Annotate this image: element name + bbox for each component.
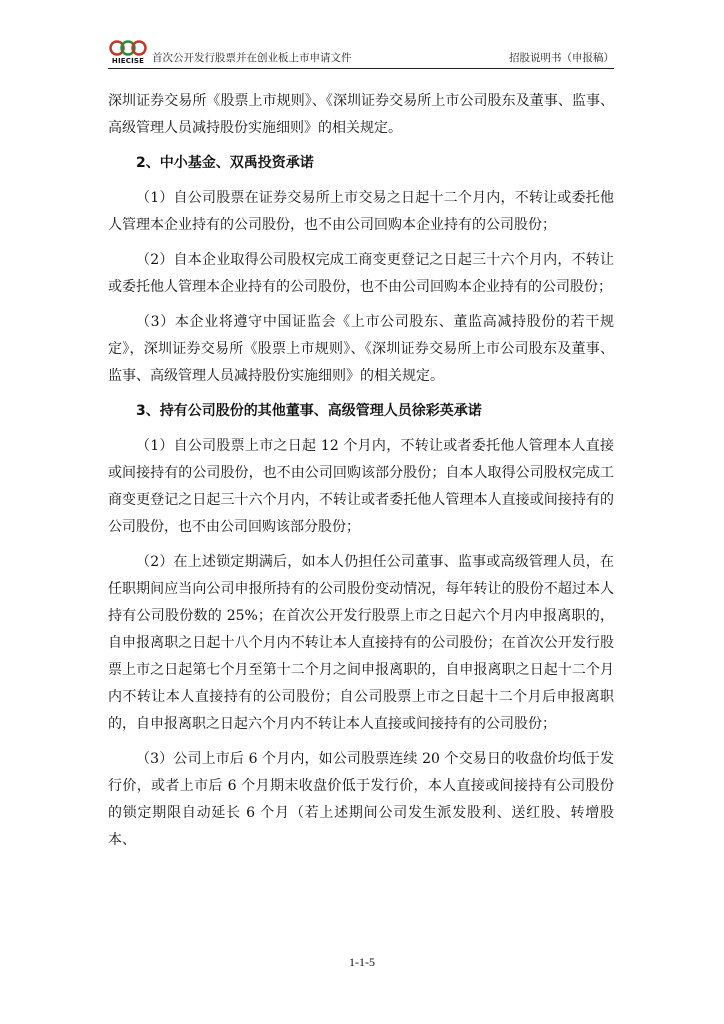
- page-header: [108, 40, 614, 69]
- paragraph-2-3: （3）本企业将遵守中国证监会《上市公司股东、董监高减持股份的若干规定》，深圳证券交易所《股票上市规则》、《深圳证券交易所上市公司股东及董事、监事、高级管理人员减持股份实施细则》的相关规定。: [108, 314, 614, 384]
- logo-text: HIECISE: [111, 57, 145, 65]
- header-document-type: 招股说明书（申报稿）: [509, 52, 614, 64]
- paragraph-3-2: （2）在上述锁定期满后，如本人仍担任公司董事、监事或高级管理人员，在任职期间应当向公司申报所持有的公司股份变动情况，每年转让的股份不超过本人持有公司股份数的 25%；在首次公开发行股票上市之日起六个月内申报离职的，自申报离职之日起十八个月内不转让本人直接持有的公司股份；在首次公开发行股票上市之日起第七个月至第十二个月之间申报离职的，自申报离职之日起十二个月内不转让本人直接持有的公司股份；自公司股票上市之日起十二个月后申报离职的，自申报离职之日起六个月内不转让本人直接或间接持有的公司股份；: [108, 554, 614, 732]
- header-document-title: 首次公开发行股票并在创业板上市申请文件: [152, 52, 352, 64]
- paragraph-3-3: （3）公司上市后 6 个月内，如公司股票连续 20 个交易日的收盘价均低于发行价，或者上市后 6 个月期末收盘价低于发行价，本人直接或间接持有公司股份的锁定期限自动延长 6 个月（若上述期间公司发生派发股利、送红股、转增股本、: [108, 751, 614, 848]
- page-number: 1-1-5: [349, 955, 375, 969]
- company-logo: [108, 40, 148, 68]
- logo-rings-icon: [108, 40, 148, 58]
- paragraph-2-1: （1）自公司股票在证券交易所上市交易之日起十二个月内，不转让或委托他人管理本企业持有的公司股份，也不由公司回购本企业持有的公司股份；: [108, 190, 614, 233]
- document-body: [108, 88, 614, 854]
- section-heading-2: 2、中小基金、双禹投资承诺: [136, 155, 314, 171]
- paragraph-2-2: （2）自本企业取得公司股权完成工商变更登记之日起三十六个月内，不转让或委托他人管理本企业持有的公司股份，也不由公司回购本企业持有的公司股份；: [108, 252, 614, 295]
- paragraph-3-1: （1）自公司股票上市之日起 12 个月内，不转让或者委托他人管理本人直接或间接持有的公司股份，也不由公司回购该部分股份；自本人取得公司股权完成工商变更登记之日起三十六个月内，不转让或者委托他人管理本人直接或间接持有的公司股份，也不由公司回购该部分股份；: [108, 438, 614, 535]
- paragraph-continuation: 深圳证券交易所《股票上市规则》、《深圳证券交易所上市公司股东及董事、监事、高级管理人员减持股份实施细则》的相关规定。: [108, 93, 614, 136]
- section-heading-3: 3、持有公司股份的其他董事、高级管理人员徐彩英承诺: [136, 403, 482, 419]
